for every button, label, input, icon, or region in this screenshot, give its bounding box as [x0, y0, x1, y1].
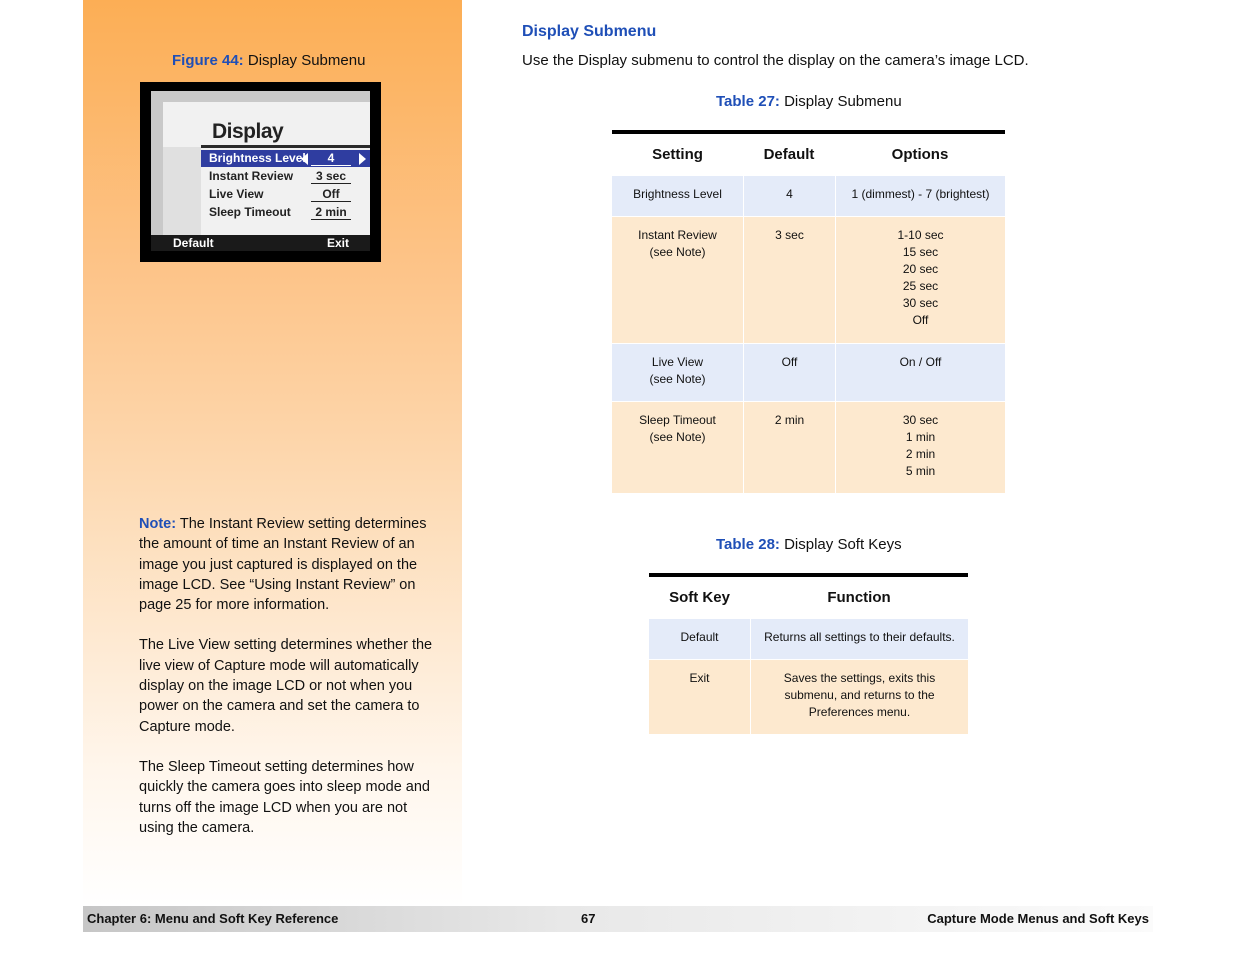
note-text-1: The Instant Review setting determines the amount of time an Instant Review of an image you just captured is displayed on the image LCD. See “Using Instant Review” on page 25 for more information.	[139, 516, 427, 614]
section-heading: Display Submenu	[522, 23, 657, 40]
table-row	[612, 216, 1005, 343]
table27-header: Options	[835, 130, 1005, 175]
table-cell: 30 sec 1 min 2 min 5 min	[835, 401, 1005, 493]
table27-header: Default	[743, 130, 835, 175]
table-cell: Instant Review (see Note)	[612, 216, 743, 343]
lcd-row-value: Off	[311, 187, 351, 202]
lcd-left-bar	[163, 147, 201, 238]
note-label: Note:	[139, 516, 177, 532]
lcd-row-brightness	[201, 150, 370, 167]
table-cell: 4	[743, 175, 835, 216]
table-row	[612, 401, 1005, 493]
table-cell: Exit	[649, 659, 750, 734]
table-cell: 1 (dimmest) - 7 (brightest)	[835, 175, 1005, 216]
table-cell: Default	[649, 618, 750, 659]
table-row	[612, 343, 1005, 401]
table28	[649, 573, 968, 734]
table28-header: Soft Key	[649, 573, 750, 618]
lcd-row-sleep-timeout	[201, 204, 370, 221]
table-cell: Off	[743, 343, 835, 401]
table-cell: 3 sec	[743, 216, 835, 343]
lcd-screen	[151, 91, 370, 251]
lcd-screenshot	[140, 82, 381, 262]
lcd-soft-key-exit: Exit	[327, 236, 350, 250]
table-row	[612, 175, 1005, 216]
note-block	[139, 514, 439, 858]
table-cell: 1-10 sec 15 sec 20 sec 25 sec 30 sec Off	[835, 216, 1005, 343]
table28-caption-text: Display Soft Keys	[784, 536, 902, 553]
lcd-title: Display	[212, 120, 284, 143]
table-cell: Returns all settings to their defaults.	[750, 618, 968, 659]
note-paragraph-1	[139, 514, 439, 615]
table-cell: Live View (see Note)	[612, 343, 743, 401]
table28-caption	[716, 536, 902, 553]
lcd-row-instant-review	[201, 168, 370, 185]
lcd-soft-key-bar	[151, 235, 370, 251]
footer-chapter: Chapter 6: Menu and Soft Key Reference	[87, 911, 339, 926]
lcd-row-value: 4	[311, 151, 351, 166]
table27-caption-label: Table 27:	[716, 93, 780, 110]
note-paragraph-2: The Live View setting determines whether the live view of Capture mode will automatically display on the image LCD or not when you power on the camera and set the camera to Capture mode.	[139, 637, 433, 735]
table27-caption-text: Display Submenu	[784, 93, 902, 110]
lcd-row-value: 2 min	[311, 205, 351, 220]
table-cell: Saves the settings, exits this submenu, and returns to the Preferences menu.	[750, 659, 968, 734]
table27	[612, 130, 1005, 493]
footer-page-number: 67	[581, 911, 596, 926]
lcd-row-label: Brightness Level	[209, 151, 306, 165]
table-cell: On / Off	[835, 343, 1005, 401]
lcd-soft-key-default: Default	[173, 236, 214, 250]
lcd-menu-area	[163, 102, 370, 238]
table28-caption-label: Table 28:	[716, 536, 780, 553]
table27-header: Setting	[612, 130, 743, 175]
figure-caption	[172, 52, 365, 69]
lcd-divider	[201, 145, 370, 148]
figure-caption-text: Display Submenu	[247, 52, 366, 69]
arrow-right-icon	[359, 153, 366, 165]
page-footer	[83, 906, 1153, 932]
table-cell: 2 min	[743, 401, 835, 493]
lcd-row-label: Live View	[209, 187, 264, 201]
table28-header: Function	[750, 573, 968, 618]
table-row	[649, 659, 968, 734]
lcd-row-label: Sleep Timeout	[209, 205, 291, 219]
lcd-row-value: 3 sec	[311, 169, 351, 184]
lcd-row-label: Instant Review	[209, 169, 294, 183]
arrow-left-icon	[301, 153, 308, 165]
table-cell: Brightness Level	[612, 175, 743, 216]
table27-caption	[716, 93, 902, 110]
footer-section: Capture Mode Menus and Soft Keys	[927, 911, 1149, 926]
table-cell: Sleep Timeout (see Note)	[612, 401, 743, 493]
section-intro: Use the Display submenu to control the display on the camera’s image LCD.	[522, 52, 1029, 69]
table-row	[649, 618, 968, 659]
lcd-row-live-view	[201, 186, 370, 203]
figure-caption-label: Figure 44:	[172, 52, 244, 69]
note-paragraph-3: The Sleep Timeout setting determines how quickly the camera goes into sleep mode and turns off the image LCD when you are not using the camera.	[139, 758, 430, 836]
